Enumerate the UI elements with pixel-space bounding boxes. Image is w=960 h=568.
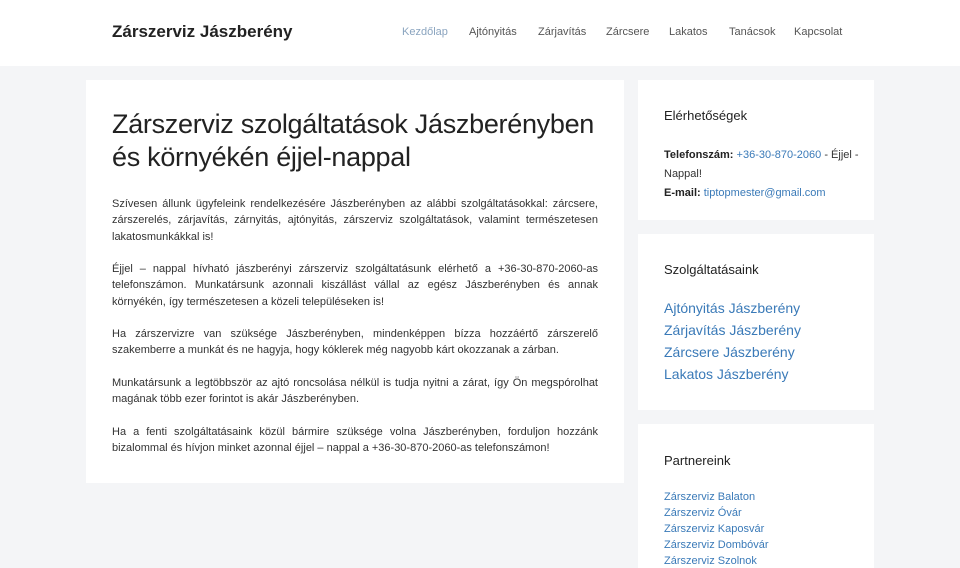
partner-link-balaton[interactable]: Zárszerviz Balaton	[664, 491, 756, 503]
email-label: E-mail:	[664, 187, 701, 199]
service-link-lock-replacement[interactable]: Zárcsere Jászberény	[664, 344, 795, 360]
services-widget	[638, 234, 874, 410]
services-widget-title: Szolgáltatásaink	[664, 262, 759, 277]
partner-link-szolnok[interactable]: Zárszerviz Szolnok	[664, 555, 757, 567]
phone-label: Telefonszám:	[664, 149, 734, 161]
phone-suffix: - Éjjel - Nappal!	[664, 149, 859, 180]
page-title: Zárszerviz szolgáltatások Jászberényben és környékén éjjel-nappal	[112, 109, 595, 172]
nav-lock-replacement[interactable]: Zárcsere	[606, 26, 650, 38]
nav-tips[interactable]: Tanácsok	[729, 26, 776, 38]
partners-widget	[638, 424, 874, 568]
service-link-door-opening[interactable]: Ajtónyitás Jászberény	[664, 300, 801, 316]
main-nav	[0, 26, 960, 42]
paragraph-availability: Éjjel – nappal hívható jászberényi zárszerviz szolgáltatásunk elérhető a +36-30-870-2060-as telefonszámon. Munkatársunk azonnali kiszállást vállal az egész Jászberényben és annak környékén, így természetesen a közeli településeken is!	[112, 263, 598, 308]
partner-link-dombovar[interactable]: Zárszerviz Dombóvár	[664, 539, 769, 551]
paragraph-intro: Szívesen állunk ügyfeleink rendelkezésére Jászberényben az alábbi szolgáltatásokkal: zárcsere, zárszerelés, zárjavítás, zárnyitás, ajtónyitás, zárszerviz szolgáltatások, valamint természetesen lakatosmunkákkal is!	[112, 198, 598, 243]
service-link-locksmith[interactable]: Lakatos Jászberény	[664, 366, 789, 382]
nav-door-opening[interactable]: Ajtónyitás	[469, 26, 517, 38]
paragraph-call-to-action: Ha a fenti szolgáltatásaink közül bármire szüksége volna Jászberényben, forduljon hozzánk bizalommal és hívjon minket azonnal éjjel – nappal a +36-30-870-2060-as telefonszámon!	[112, 426, 598, 455]
main-content	[86, 80, 624, 483]
partners-widget-title: Partnereink	[664, 453, 731, 468]
contact-details	[664, 146, 860, 203]
partner-link-ovar[interactable]: Zárszerviz Óvár	[664, 507, 742, 519]
paragraph-expertise: Ha zárszervizre van szüksége Jászberényben, mindenképpen bízza hozzáértő zárszerelő szakemberre a munkát és ne hagyja, hogy kóklerek még nagyobb kárt okozzanak a zárban.	[112, 328, 598, 357]
site-header	[0, 0, 960, 66]
nav-home[interactable]: Kezdőlap	[402, 26, 448, 38]
contact-widget-title: Elérhetőségek	[664, 108, 748, 123]
nav-lock-repair[interactable]: Zárjavítás	[538, 26, 587, 38]
email-link[interactable]: tiptopmester@gmail.com	[703, 187, 826, 199]
site-brand-link[interactable]: Zárszerviz Jászberény	[112, 22, 293, 41]
phone-link[interactable]: +36-30-870-2060	[736, 149, 822, 161]
service-link-lock-repair[interactable]: Zárjavítás Jászberény	[664, 322, 801, 338]
paragraph-savings: Munkatársunk a legtöbbször az ajtó roncsolása nélkül is tudja nyitni a zárat, így Ön megspórolhat magának több ezer forintot is akár Jászberényben.	[112, 377, 598, 406]
partner-link-kaposvar[interactable]: Zárszerviz Kaposvár	[664, 523, 765, 535]
nav-contact[interactable]: Kapcsolat	[794, 26, 843, 38]
nav-locksmith[interactable]: Lakatos	[669, 26, 708, 38]
contact-widget	[638, 80, 874, 220]
